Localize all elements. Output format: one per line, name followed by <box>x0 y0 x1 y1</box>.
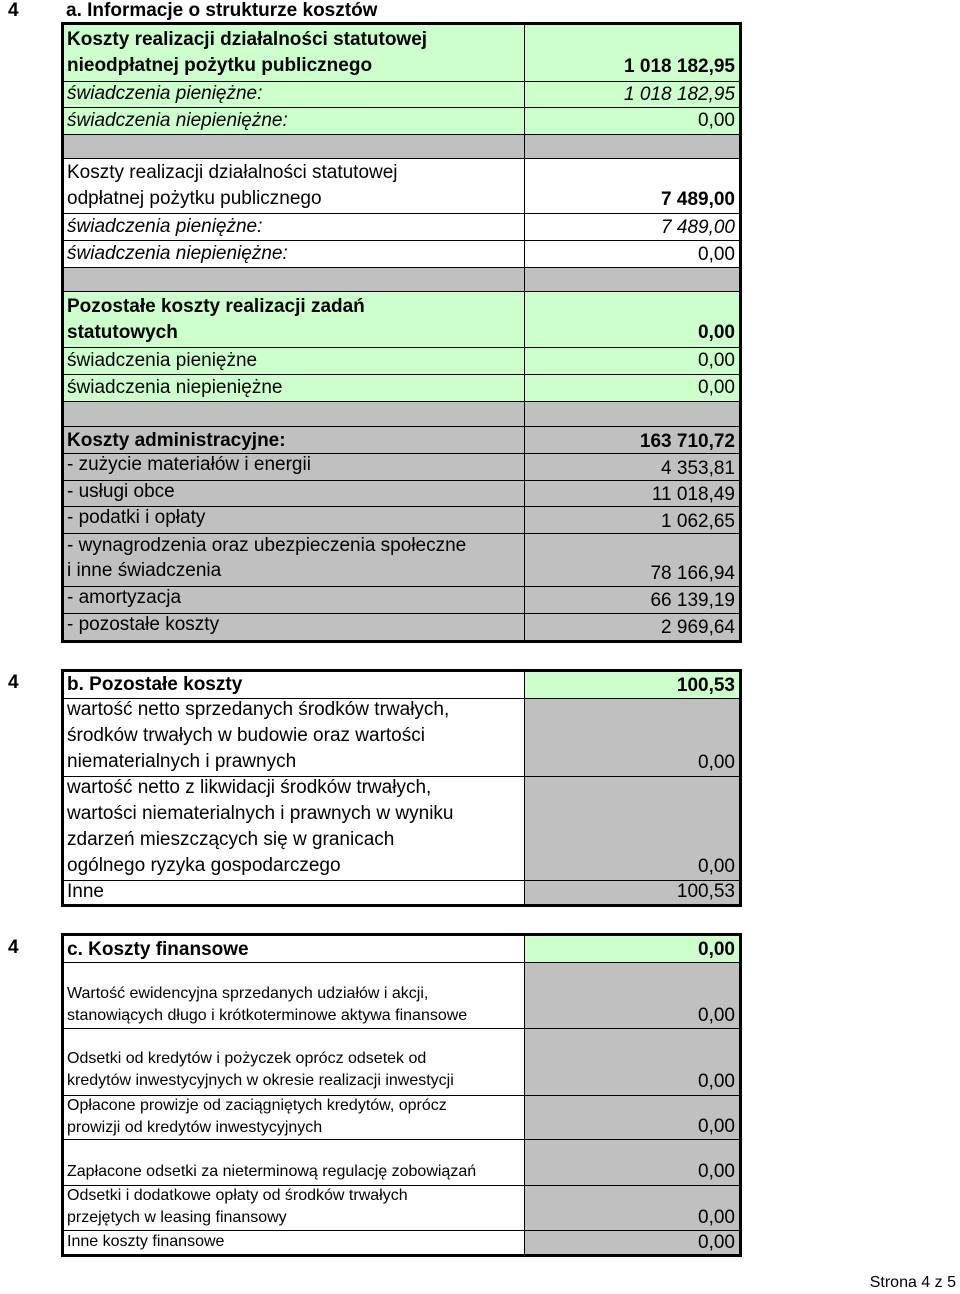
section-c-row-line-2: prowizji od kredytów inwestycyjnych <box>67 1119 323 1136</box>
admin-item-row <box>64 481 739 507</box>
statutory-paid-total: 7 489,00 <box>661 189 735 210</box>
statutory-free-cash-value: 1 018 182,95 <box>624 84 735 105</box>
section-b-row-line-3: zdarzeń mieszczących się w granicach <box>67 829 395 850</box>
statutory-paid-cash-label: świadczenia pieniężne: <box>67 216 263 237</box>
admin-total: 163 710,72 <box>639 431 735 452</box>
admin-item-value: 66 139,19 <box>650 590 735 611</box>
section-b-row <box>64 881 739 904</box>
statutory-free-cash-row <box>64 82 739 108</box>
section-c-row-line-1: Zapłacone odsetki za nieterminową regulację zobowiązań <box>67 1163 477 1180</box>
other-statutory-noncash-value: 0,00 <box>698 377 735 398</box>
section-c-header <box>64 936 739 963</box>
spacer-row-1 <box>64 135 739 159</box>
section-a-table <box>61 22 742 643</box>
section-c-row-value: 0,00 <box>698 1005 735 1026</box>
other-statutory-noncash-row <box>64 375 739 402</box>
section-c-row-line-2: przejętych w leasing finansowy <box>67 1209 287 1226</box>
section-c-row-line-1: Opłacone prowizje od zaciągniętych kredytów, oprócz <box>67 1097 447 1114</box>
statutory-paid-noncash-label: świadczenia niepieniężne: <box>67 243 288 264</box>
section-c-row-value: 0,00 <box>698 1207 735 1228</box>
section-b-title: b. Pozostałe koszty <box>67 674 243 695</box>
section-c-row <box>64 1231 739 1254</box>
admin-item-label: - pozostałe koszty <box>67 614 220 635</box>
other-statutory-cash-label: świadczenia pieniężne <box>67 350 258 371</box>
statutory-paid-cash-value: 7 489,00 <box>661 217 735 238</box>
section-c-number: 4 <box>8 937 19 958</box>
other-statutory-noncash-label: świadczenia niepieniężne <box>67 377 283 398</box>
admin-item-label: - podatki i opłaty <box>67 507 206 528</box>
statutory-free-title-1: Koszty realizacji działalności statutowej <box>67 29 428 50</box>
section-b-row-line-3: niematerialnych i prawnych <box>67 751 297 772</box>
statutory-paid-noncash-row <box>64 241 739 268</box>
statutory-free-cash-label: świadczenia pieniężne: <box>67 83 263 104</box>
admin-item-value: 1 062,65 <box>661 511 735 532</box>
section-b-row-line-2: wartości niematerialnych i prawnych w wyniku <box>67 803 454 824</box>
section-c-row-value: 0,00 <box>698 1232 735 1253</box>
admin-title: Koszty administracyjne: <box>67 430 286 451</box>
other-statutory-total: 0,00 <box>698 322 735 343</box>
admin-item-value: 4 353,81 <box>661 458 735 479</box>
section-c-row <box>64 1029 739 1096</box>
other-statutory-header <box>64 292 739 348</box>
other-statutory-title-2: statutowych <box>67 322 178 343</box>
admin-item-value: 2 969,64 <box>661 617 735 638</box>
statutory-free-noncash-row <box>64 108 739 135</box>
admin-item-value: 11 018,49 <box>651 484 735 505</box>
statutory-paid-title-1: Koszty realizacji działalności statutowej <box>67 162 398 183</box>
statutory-free-noncash-label: świadczenia niepieniężne: <box>67 110 288 131</box>
admin-item-label-2: i inne świadczenia <box>67 560 222 581</box>
admin-item-label: - zużycie materiałów i energii <box>67 454 311 475</box>
section-c-row-line-1: Odsetki od kredytów i pożyczek oprócz odsetek od <box>67 1050 427 1067</box>
section-c-row <box>64 1096 739 1140</box>
section-b-row-line-1: wartość netto sprzedanych środków trwałych, <box>67 699 450 720</box>
admin-item-label: - amortyzacja <box>67 587 182 608</box>
section-b-row <box>64 699 739 777</box>
other-statutory-cash-row <box>64 348 739 375</box>
section-b-row-line-1: wartość netto z likwidacji środków trwałych, <box>67 777 432 798</box>
statutory-free-noncash-value: 0,00 <box>698 110 735 131</box>
admin-item-label-1: - wynagrodzenia oraz ubezpieczenia społeczne <box>67 535 467 556</box>
page-number: Strona 4 z 5 <box>869 1274 956 1291</box>
section-c-row-value: 0,00 <box>698 1161 735 1182</box>
section-b-row <box>64 777 739 881</box>
section-c-total: 0,00 <box>698 939 735 960</box>
section-b-row-line-1: Inne <box>67 881 104 902</box>
statutory-free-header <box>64 25 739 82</box>
statutory-paid-header <box>64 159 739 214</box>
section-b-header <box>64 672 739 699</box>
admin-item-label: - usługi obce <box>67 481 175 502</box>
section-b-row-value: 100,53 <box>676 881 735 902</box>
section-c-row-line-1: Wartość ewidencyjna sprzedanych udziałów i akcji, <box>67 985 429 1002</box>
admin-item-row <box>64 587 739 614</box>
admin-header <box>64 427 739 454</box>
section-b-table <box>61 669 742 907</box>
statutory-paid-title-2: odpłatnej pożytku publicznego <box>67 188 322 209</box>
statutory-free-total: 1 018 182,95 <box>624 56 735 77</box>
section-c-row <box>64 963 739 1029</box>
section-c-table <box>61 933 742 1257</box>
admin-item-row <box>64 507 739 534</box>
section-a-number: 4 <box>8 0 19 21</box>
spacer-row-2 <box>64 268 739 292</box>
section-a-title: a. Informacje o strukturze kosztów <box>66 0 378 21</box>
admin-item-row <box>64 454 739 481</box>
spacer-row-3 <box>64 402 739 427</box>
section-c-row-line-1: Inne koszty finansowe <box>67 1233 225 1250</box>
statutory-paid-cash-row <box>64 214 739 241</box>
statutory-paid-noncash-value: 0,00 <box>698 244 735 265</box>
admin-item-value: 78 166,94 <box>650 563 735 584</box>
section-c-row <box>64 1140 739 1186</box>
section-c-row-value: 0,00 <box>698 1071 735 1092</box>
admin-item-row <box>64 614 739 640</box>
other-statutory-cash-value: 0,00 <box>698 350 735 371</box>
section-b-row-line-2: środków trwałych w budowie oraz wartości <box>67 725 425 746</box>
other-statutory-title-1: Pozostałe koszty realizacji zadań <box>67 296 365 317</box>
section-b-number: 4 <box>8 672 19 693</box>
section-c-row-value: 0,00 <box>698 1116 735 1137</box>
section-c-row-line-2: kredytów inwestycyjnych w okresie realizacji inwestycji <box>67 1072 454 1089</box>
section-c-row-line-2: stanowiących długo i krótkoterminowe aktywa finansowe <box>67 1007 468 1024</box>
section-b-row-value: 0,00 <box>698 752 735 773</box>
section-c-row-line-1: Odsetki i dodatkowe opłaty od środków trwałych <box>67 1187 408 1204</box>
section-c-row <box>64 1186 739 1231</box>
admin-item-row <box>64 534 739 587</box>
section-b-row-value: 0,00 <box>698 856 735 877</box>
section-b-total: 100,53 <box>676 675 735 696</box>
statutory-free-title-2: nieodpłatnej pożytku publicznego <box>67 55 373 76</box>
section-c-title: c. Koszty finansowe <box>67 939 249 960</box>
section-b-row-line-4: ogólnego ryzyka gospodarczego <box>67 855 341 876</box>
